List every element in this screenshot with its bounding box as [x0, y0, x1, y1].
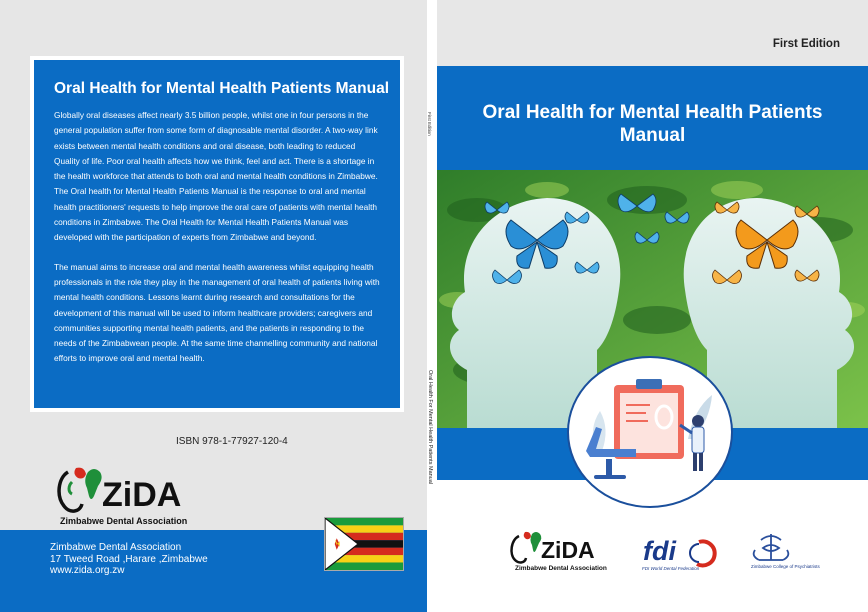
spine-title: Oral Health For Mental Health Patients Manual [427, 370, 433, 485]
title-line: Oral Health for Mental Health Patients [482, 102, 823, 123]
zcp-logo-caption: Zimbabwe College of Psychiatrists [751, 564, 820, 569]
zida-logo-icon [512, 532, 595, 563]
front-cover-title [437, 101, 868, 147]
website-text: www.zida.org.zw [50, 565, 125, 576]
front-cover [437, 0, 868, 612]
clipboard-icon [614, 379, 684, 459]
blurb-paragraph-2: The manual aims to increase oral and mental health awareness whilst equipping health professionals in the role they play in the management of oral health of patients living with mental health conditions. Lessons learnt during research and consultations for the development of this manual will be used to inform healthcare providers; caregivers and communities supporting mental health patients, and the patients in responding to the needs of the Zimbabwean people. At the same time channelling community and national efforts to improve oral and mental health. [54, 261, 380, 364]
address-block [50, 542, 208, 577]
blurb-paragraph-1: Globally oral diseases affect nearly 3.5 billion people, whilst one in four persons in the general population suffer from some form of diagnosable mental disorder. A two-way link exists between mental health conditions and oral disease, both leading to reduced Quality of life. Poor oral health affects how we think, feel and act. There is a shortage in the health workforce that attends to both oral and mental health conditions in Zimbabwe. The Oral health for Mental Health Patients Manual is the response to oral and mental health practitioners' requests to help improve the oral care of patients with mental health conditions in Zimbabwe. The Oral Health for Mental Health Patients Manual was developed with the participation of experts from Zimbabwe and beyond. [54, 110, 378, 243]
address-line: Zimbabwe Dental Association [50, 542, 182, 553]
front-cover-header [437, 0, 868, 66]
isbn-text: ISBN 978-1-77927-120-4 [176, 436, 288, 447]
fdi-logo-icon [643, 536, 715, 566]
svg-text:ZiDA: ZiDA [541, 537, 595, 563]
zida-logo-icon [54, 462, 204, 524]
title-line: Manual [619, 125, 686, 146]
fdi-logo-caption: FDI World Dental Federation [642, 566, 700, 571]
back-cover-blurb-panel [30, 56, 404, 412]
zida-logo-caption: Zimbabwe Dental Association [515, 565, 607, 572]
address-line: 17 Tweed Road ,Harare ,Zimbabwe [50, 553, 208, 565]
spine-edition: First Edition [427, 112, 432, 136]
zcp-logo-icon [754, 534, 789, 560]
zida-logo-caption: Zimbabwe Dental Association [60, 516, 188, 526]
dental-illustration [566, 355, 734, 509]
zimbabwe-flag-icon [324, 517, 404, 571]
svg-text:ZiDA: ZiDA [102, 476, 182, 514]
back-cover-title: Oral Health for Mental Health Patients Manual [54, 80, 390, 97]
spine [427, 0, 437, 612]
svg-text:fdi: fdi [643, 536, 676, 566]
edition-label: First Edition [772, 38, 840, 50]
